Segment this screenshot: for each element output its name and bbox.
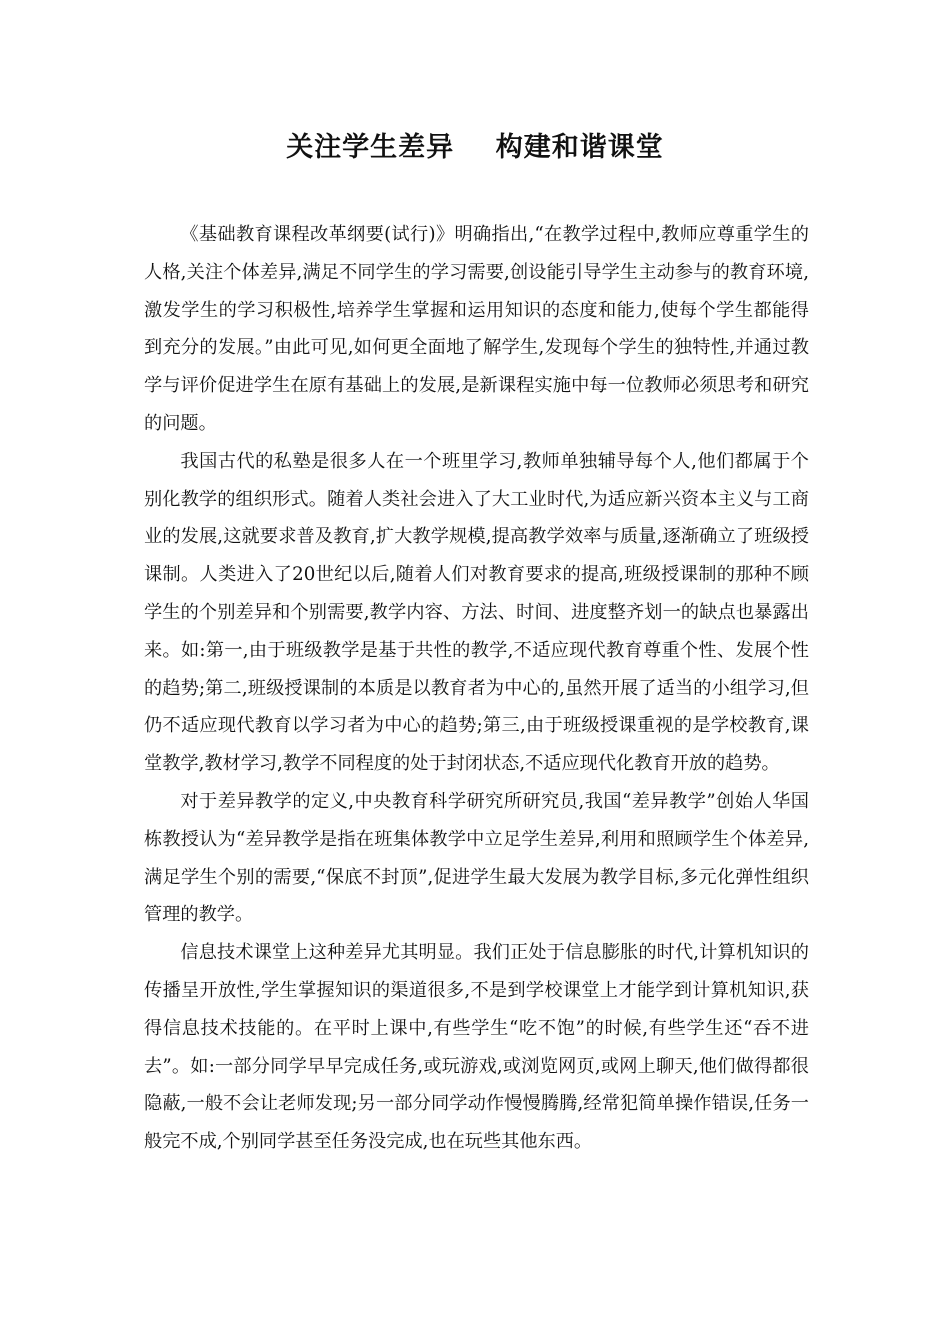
document-body xyxy=(144,216,809,1161)
paragraph-4: 信息技术课堂上这种差异尤其明显。我们正处于信息膨胀的时代,计算机知识的传播呈开放性,学生掌握知识的渠道很多,不是到学校课堂上才能学到计算机知识,获得信息技术技能的。在平时上课中,有些学生“吃不饱”的时候,有些学生还“吞不进去”。如:一部分同学早早完成任务,或玩游戏,或浏览网页,或网上聊天,他们做得都很隐蔽,一般不会让老师发现;另一部分同学动作慢慢腾腾,经常犯简单操作错误,任务一般完不成,个别同学甚至任务没完成,也在玩些其他东西。 xyxy=(144,942,809,1153)
paragraph-2: 我国古代的私塾是很多人在一个班里学习,教师单独辅导每个人,他们都属于个别化教学的组织形式。随着人类社会进入了大工业时代,为适应新兴资本主义与工商业的发展,这就要求普及教育,扩大教学规模,提高教学效率与质量,逐渐确立了班级授课制。人类进入了20世纪以后,随着人们对教育要求的提高,班级授课制的那种不顾学生的个别差异和个别需要,教学内容、方法、时间、进度整齐划一的缺点也暴露出来。如:第一,由于班级教学是基于共性的教学,不适应现代教育尊重个性、发展个性的趋势;第二,班级授课制的本质是以教育者为中心的,虽然开展了适当的小组学习,但仍不适应现代教育以学习者为中心的趋势;第三,由于班级授课重视的是学校教育,课堂教学,教材学习,教学不同程度的处于封闭状态,不适应现代化教育开放的趋势。 xyxy=(144,450,809,775)
document-title: 关注学生差异 构建和谐课堂 xyxy=(286,132,664,163)
paragraph-1: 《基础教育课程改革纲要(试行)》明确指出,“在教学过程中,教师应尊重学生的人格,关注个体差异,满足不同学生的学习需要,创设能引导学生主动参与的教育环境,激发学生的学习积极性,培养学生掌握和运用知识的态度和能力,使每个学生都能得到充分的发展。”由此可见,如何更全面地了解学生,发现每个学生的独特性,并通过教学与评价促进学生在原有基础上的发展,是新课程实施中每一位教师必须思考和研究的问题。 xyxy=(144,224,809,434)
paragraph-3: 对于差异教学的定义,中央教育科学研究所研究员,我国“差异教学”创始人华国栋教授认为“差异教学是指在班集体教学中立足学生差异,利用和照顾学生个体差异,满足学生个别的需要,“保底不封顶”,促进学生最大发展为教学目标,多元化弹性组织管理的教学。 xyxy=(144,790,809,926)
